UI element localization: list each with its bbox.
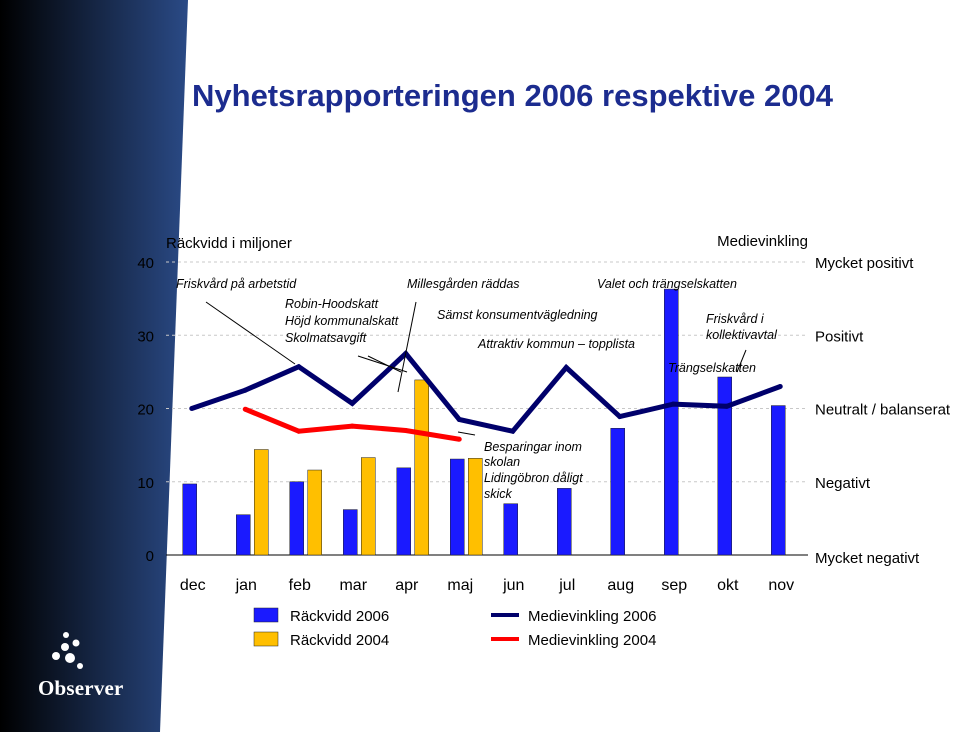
line-point-1 bbox=[296, 429, 301, 434]
bar-0 bbox=[343, 510, 357, 555]
line-point-0 bbox=[350, 401, 355, 406]
x-tick-label: jul bbox=[559, 577, 576, 594]
legend-swatch-bar bbox=[254, 632, 278, 646]
observer-logo-text: Observer bbox=[38, 676, 124, 700]
line-point-0 bbox=[189, 406, 194, 411]
annotation-text: Sämst konsumentvägledning bbox=[437, 308, 598, 322]
bar-0 bbox=[183, 484, 197, 555]
line-point-0 bbox=[296, 364, 301, 369]
annotation-text: Friskvård i bbox=[706, 312, 764, 326]
bar-0 bbox=[771, 406, 785, 555]
page-title: Nyhetsrapporteringen 2006 respektive 2004 bbox=[192, 78, 833, 113]
y-tick-label: 20 bbox=[137, 401, 154, 419]
x-tick-label: maj bbox=[447, 577, 474, 594]
annotation-text: Höjd kommunalskatt bbox=[285, 314, 399, 328]
legend-label: Medievinkling 2004 bbox=[528, 632, 657, 649]
bar-1 bbox=[415, 380, 429, 555]
right-axis-title: Medievinkling bbox=[717, 233, 808, 250]
x-tick-label: mar bbox=[339, 577, 368, 594]
x-tick-label: nov bbox=[768, 577, 795, 594]
annotation-text: Attraktiv kommun – topplista bbox=[478, 337, 636, 351]
y-tick-label: 0 bbox=[145, 548, 154, 565]
annotation-pointer bbox=[458, 432, 475, 435]
x-tick-label: jan bbox=[235, 577, 257, 594]
annotation-text: Lidingöbron dåligt bbox=[484, 471, 583, 485]
annotation-text: kollektivavtal bbox=[706, 328, 777, 342]
right-axis-label: Neutralt / balanserat bbox=[815, 401, 951, 419]
right-axis-label: Mycket positivt bbox=[815, 255, 914, 272]
annotation-text: Valet och trängselskatten bbox=[597, 277, 737, 291]
annotation-text: skolan bbox=[484, 455, 521, 469]
line-point-0 bbox=[457, 417, 462, 422]
line-point-0 bbox=[671, 402, 676, 407]
right-axis-label: Negativt bbox=[815, 474, 871, 492]
line-point-0 bbox=[778, 384, 783, 389]
annotation-text: Besparingar inom bbox=[484, 440, 582, 454]
bar-0 bbox=[611, 428, 625, 555]
observer-logo-icon bbox=[48, 630, 88, 676]
y-tick-label: 40 bbox=[137, 255, 154, 272]
bar-1 bbox=[361, 458, 375, 555]
y-tick-label: 30 bbox=[137, 328, 154, 346]
x-tick-label: okt bbox=[717, 577, 739, 594]
annotation-pointer bbox=[206, 302, 295, 364]
bar-0 bbox=[664, 289, 678, 555]
legend-swatch-bar bbox=[254, 608, 278, 622]
bar-0 bbox=[397, 468, 411, 555]
x-tick-label: jun bbox=[503, 577, 525, 594]
bar-0 bbox=[504, 504, 518, 555]
legend-label: Räckvidd 2006 bbox=[290, 608, 390, 625]
annotation-text: skick bbox=[484, 487, 512, 501]
annotation-text: Millesgården räddas bbox=[407, 277, 520, 291]
annotation-text: Friskvård på arbetstid bbox=[176, 277, 297, 291]
bar-0 bbox=[236, 515, 250, 555]
line-point-0 bbox=[243, 388, 248, 393]
annotation-text: Trängselskatten bbox=[668, 361, 757, 375]
legend-label: Medievinkling 2006 bbox=[528, 608, 657, 625]
legend-label: Räckvidd 2004 bbox=[290, 632, 390, 649]
annotation-text: Skolmatsavgift bbox=[285, 331, 367, 345]
y-axis-title: Räckvidd i miljoner bbox=[166, 235, 292, 252]
x-tick-label: apr bbox=[395, 577, 419, 594]
line-point-0 bbox=[510, 429, 515, 434]
line-point-1 bbox=[403, 428, 408, 433]
right-axis-label: Mycket negativt bbox=[815, 550, 920, 567]
x-tick-label: sep bbox=[661, 577, 688, 594]
x-tick-label: dec bbox=[179, 577, 206, 594]
bar-0 bbox=[290, 482, 304, 555]
bar-1 bbox=[468, 458, 482, 555]
annotation-pointer bbox=[398, 302, 416, 392]
bar-1 bbox=[308, 470, 322, 555]
line-point-0 bbox=[564, 365, 569, 370]
x-tick-label: feb bbox=[288, 577, 311, 594]
y-tick-label: 10 bbox=[137, 474, 154, 492]
line-point-1 bbox=[350, 424, 355, 429]
line-point-1 bbox=[243, 407, 248, 412]
line-point-0 bbox=[617, 414, 622, 419]
annotation-text: Robin-Hoodskatt bbox=[285, 297, 379, 311]
right-axis-label: Positivt bbox=[815, 328, 864, 346]
bar-1 bbox=[254, 450, 268, 555]
line-point-1 bbox=[457, 437, 462, 442]
line-point-0 bbox=[724, 404, 729, 409]
bar-0 bbox=[450, 459, 464, 555]
bar-0 bbox=[557, 488, 571, 555]
x-tick-label: aug bbox=[607, 577, 635, 594]
